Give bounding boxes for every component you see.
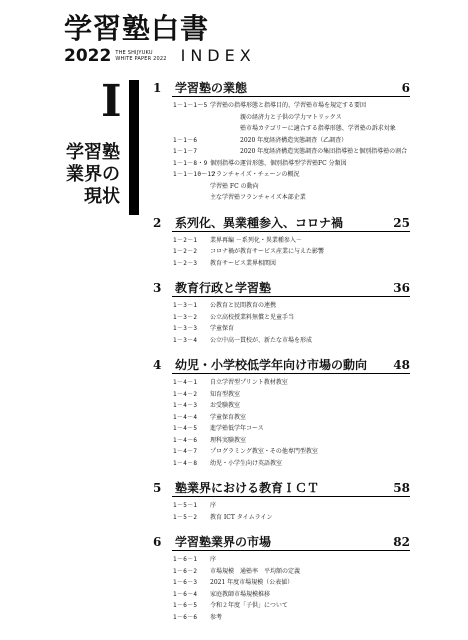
section-number: 1－6－1 [173,556,198,563]
toc-entry[interactable] [150,446,410,458]
section-title: 業界再編 －系列化・異業種参入－ [210,236,302,244]
toc-entry[interactable] [150,323,410,335]
english-subtitle-line2: WHITE PAPER 2022 [115,55,167,62]
section-title: 学習塾の指導形態と指導目的、学習塾市場を規定する要因 [210,102,367,109]
section-number: 1－5－1 [173,502,198,509]
toc-entry[interactable] [150,135,410,147]
toc-entry[interactable] [150,566,410,578]
chapter-underline [172,296,410,297]
chapter-number: 5 [153,481,162,495]
section-title: 知育型教室 [210,390,241,398]
section-number: 1－5－2 [173,513,198,521]
section-number: 1－4－5 [173,425,198,432]
section-number: 1－6－6 [173,613,198,621]
section-number: 1－1－7 [173,148,198,155]
section-number: 1－6－2 [173,567,198,575]
section-number: 1－4－3 [173,402,198,409]
toc-entry[interactable] [150,158,410,170]
section-title: 市場規模 通塾率 平均額の定義 [210,567,301,575]
chapter-heading[interactable] [150,80,410,100]
section-title: 参考 [210,613,223,621]
section-number: 1－3－3 [173,325,198,332]
section-title: 2020 年度経済構造実態調査（乙調査） [240,136,348,144]
brand-row [64,46,256,65]
section-number: 1－4－1 [173,379,198,386]
chapter-spacer [150,469,410,480]
toc-entry[interactable] [150,423,410,435]
part-title-line: 現状 [84,186,120,207]
section-number: 1－4－6 [173,436,198,444]
toc-entry[interactable] [150,589,410,601]
section-number: 1－6－5 [173,602,198,609]
section-title: 学童保育 [210,325,235,332]
section-title: お受験教室 [210,402,241,409]
chapter-heading[interactable] [150,280,410,300]
chapter-title: 塾業界における教育ＩＣＴ [175,481,320,495]
toc-entry[interactable] [150,389,410,401]
chapter-spacer [150,204,410,215]
toc-entry[interactable] [150,181,410,193]
section-title: 学童保育教室 [210,413,247,421]
section-title: 塾市場カテゴリーに適合する指導形態、学習塾の訴求対象 [240,125,396,132]
part-title-line: 業界の [66,164,120,185]
english-subtitle-line1: THE SHIJYUKU [115,49,153,56]
section-title: 教育 ICT タイムライン [210,513,273,521]
toc-entry[interactable] [150,512,410,524]
section-number: 1－4－2 [173,390,198,398]
part-title-line: 学習塾 [66,142,120,163]
table-of-contents [150,80,410,623]
toc-entry[interactable] [150,258,410,270]
toc-entry[interactable] [150,554,410,566]
section-title: フランチャイズ・チェーンの概況 [210,171,300,178]
section-title: 学習塾 FC の動向 [210,182,259,190]
section-title: プログラミング教室・その他専門型教室 [210,448,318,455]
chapter-number: 4 [153,358,162,372]
chapter-underline [172,496,410,497]
section-title: 公立中高一貫校が、新たな市場を形成 [210,336,313,344]
chapter-heading[interactable] [150,215,410,235]
chapter-spacer [150,269,410,280]
section-title: 序 [210,502,217,509]
section-title: 個別指導の運営形態、個別指導型学習塾FC 分類図 [210,159,347,167]
chapter-title: 教育行政と学習塾 [175,281,272,295]
toc-entry[interactable] [150,612,410,624]
toc-entry[interactable] [150,600,410,612]
section-title: 理科実験教室 [210,436,247,444]
chapter-number: 2 [153,215,162,230]
part-divider-bar [129,80,139,215]
chapter-page-number: 48 [393,358,410,372]
chapter-title: 学習塾の業態 [175,81,248,95]
chapter-spacer [150,523,410,534]
section-number: 1－4－8 [173,459,198,467]
section-title: 進学塾低学年コース [210,425,264,432]
toc-entry[interactable] [150,146,410,158]
header-brand [64,14,256,65]
toc-entry[interactable] [150,100,410,112]
toc-entry[interactable] [150,312,410,324]
chapter-title: 幼児・小学校低学年向け市場の動向 [175,358,368,372]
toc-entry[interactable] [150,300,410,312]
chapter-heading[interactable] [150,357,410,377]
chapter-number: 1 [153,81,162,95]
chapter-title: 系列化、異業種参入、コロナ禍 [175,215,344,230]
part-numeral: I [101,76,122,127]
toc-entry[interactable] [150,169,410,181]
toc-entry[interactable] [150,458,410,470]
toc-entry[interactable] [150,500,410,512]
toc-entry[interactable] [150,123,410,135]
chapter-underline [172,231,410,232]
chapter-number: 6 [153,535,162,549]
section-number: 1－6－4 [173,590,198,598]
chapter-spacer [150,346,410,357]
chapter-page-number: 25 [393,215,410,230]
chapter-underline [172,96,410,97]
section-number: 1－1－1～5 [173,102,208,109]
toc-entry[interactable] [150,112,410,124]
chapter-underline [172,373,410,374]
section-title: 教育サービス業界相関図 [210,259,277,267]
edition-year: 2022 [64,45,112,66]
toc-entry[interactable] [150,435,410,447]
chapter-title: 学習塾業界の市場 [175,535,272,549]
section-title: 令和２年度「子供」について [210,602,288,609]
section-number: 1－2－2 [173,248,198,255]
toc-entry[interactable] [150,192,410,204]
section-number: 1－3－2 [173,313,198,321]
section-number: 1－3－1 [173,302,198,309]
section-title: 公立高校授業料無償と児童手当 [210,313,295,321]
section-number: 1－2－1 [173,236,198,244]
section-number: 1－1－8・9 [173,159,208,167]
toc-entry[interactable] [150,335,410,347]
toc-entry[interactable] [150,377,410,389]
section-title: 家庭教師市場規模推移 [210,590,271,598]
english-subtitle [115,50,166,62]
section-number: 1－4－4 [173,413,198,421]
section-number: 1－2－3 [173,259,198,267]
toc-entry[interactable] [150,577,410,589]
toc-entry[interactable] [150,235,410,247]
toc-entry[interactable] [150,400,410,412]
section-title: 親の経済力と子供の学力マトリックス [240,113,342,121]
section-number: 1－1－6 [173,136,198,144]
chapter-page-number: 6 [401,81,410,95]
toc-entry[interactable] [150,246,410,258]
part-title [60,142,120,208]
section-title: 序 [210,556,217,563]
section-number: 1－6－3 [173,579,198,586]
chapter-number: 3 [153,281,162,295]
index-label: INDEX [180,46,256,65]
section-number: 1－1－10～12 [173,171,216,178]
chapter-heading[interactable] [150,534,410,554]
chapter-page-number: 36 [393,281,410,295]
section-title: コロナ禍が教育サービス産業に与えた影響 [210,248,325,255]
section-title: 幼児・小学生向け英語教室 [210,459,283,467]
section-title: 2020 年度経済構造実態調査の集団指導塾と個別指導塾の割合 [240,148,408,155]
toc-entry[interactable] [150,412,410,424]
chapter-page-number: 82 [393,535,410,549]
section-number: 1－4－7 [173,448,198,455]
section-number: 1－3－4 [173,336,198,344]
chapter-underline [172,550,410,551]
section-title: 2021 年度市場規模（公表値） [210,579,294,586]
chapter-page-number: 58 [393,481,410,495]
white-paper-title: 学習塾白書 [64,12,210,45]
section-title: 公教育と民間教育の連携 [210,302,277,309]
section-title: 主な学習塾フランチャイズ本部企業 [210,194,306,201]
section-title: 自立学習型プリント教材教室 [210,379,288,386]
chapter-heading[interactable] [150,480,410,500]
